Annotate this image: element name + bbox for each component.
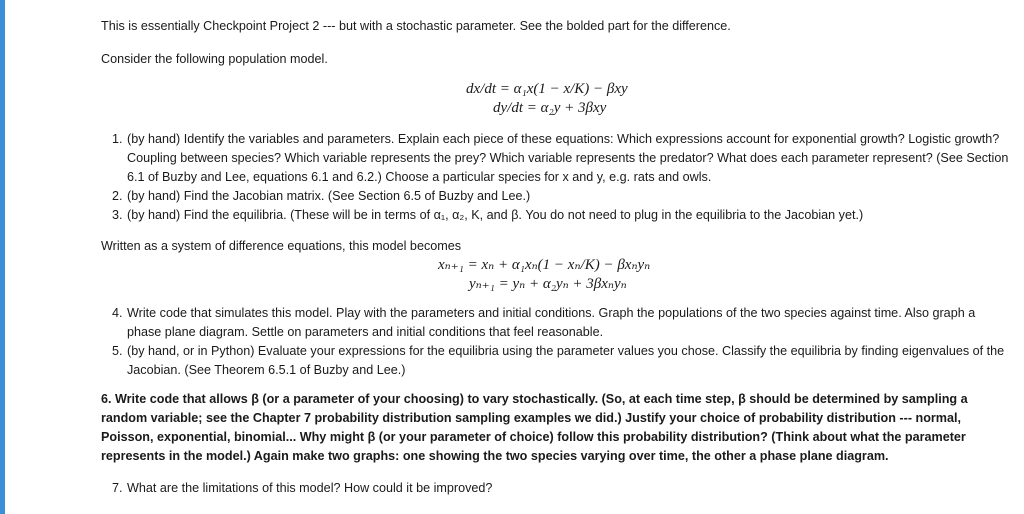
ode-equation-1: dx/dt = α₁x(1 − x/K) − βxy xyxy=(466,81,628,97)
list-item-5 xyxy=(112,342,1012,380)
left-accent-bar xyxy=(0,0,5,514)
difference-equation-2: yₙ₊₁ = yₙ + α₂yₙ + 3βxₙyₙ xyxy=(469,276,627,292)
list-item-text: (by hand, or in Python) Evaluate your expressions for the equilibria using the parameter values you chose. Classify the equilibria by finding eigenvalues of the Jacobian. (See Theorem 6.5.1 of Buzby and Lee.) xyxy=(127,344,1005,377)
list-item-text: (by hand) Identify the variables and parameters. Explain each piece of these equations: Which expressions account for exponential growth? Logistic growth? Coupling between species? Which variable represents the prey? Which variable represents the predator? What does each parameter represent? (See Section 6.1 of Buzby and Lee, equations 6.1 and 6.2.) Choose a particular species for x and y, e.g. rats and owls. xyxy=(127,132,1009,184)
list-item-text: (by hand) Find the Jacobian matrix. (See Section 6.5 of Buzby and Lee.) xyxy=(127,189,531,203)
list-item-2 xyxy=(112,187,1012,206)
list-item-text: What are the limitations of this model? How could it be improved? xyxy=(127,481,493,495)
ode-equation-2: dy/dt = α₂y + 3βxy xyxy=(493,100,607,116)
list-item-7 xyxy=(112,479,1012,498)
difference-intro: Written as a system of difference equations, this model becomes xyxy=(101,239,462,253)
list-item-number: 4. xyxy=(112,306,123,320)
list-item-4 xyxy=(112,304,1012,342)
list-item-3 xyxy=(112,206,1012,225)
list-item-text: (by hand) Find the equilibria. (These will be in terms of α₁, α₂, K, and β. You do not need to plug in the equilibria to the Jacobian yet.) xyxy=(127,208,864,222)
list-item-number: 7. xyxy=(112,481,123,495)
list-item-text: Write code that simulates this model. Play with the parameters and initial conditions. Graph the populations of the two species against time. Also graph a phase plane diagram. Settle on parameters and initial conditions that feel reasonable. xyxy=(127,306,976,339)
consider-paragraph: Consider the following population model. xyxy=(101,52,328,66)
list-item-number: 3. xyxy=(112,208,123,222)
list-item-number: 5. xyxy=(112,344,123,358)
list-item-number: 1. xyxy=(112,132,123,146)
list-item-1 xyxy=(112,130,1012,187)
intro-paragraph: This is essentially Checkpoint Project 2 --- but with a stochastic parameter. See the bolded part for the difference. xyxy=(101,19,731,33)
list-item-number: 2. xyxy=(112,189,123,203)
list-item-6-bold: 6. Write code that allows β (or a parameter of your choosing) to vary stochastically. (So, at each time step, β should be determined by sampling a random variable; see the Chapter 7 probability distribution sampling examples we did.) Justify your choice of probability distribution --- normal, Poisson, exponential, binomial... Why might β (or your parameter of choice) follow this probability distribution? (Think about what the parameter represents in the model.) Again make two graphs: one showing the two species varying over time, the other a phase plane diagram. xyxy=(101,392,968,463)
difference-equation-1: xₙ₊₁ = xₙ + α₁xₙ(1 − xₙ/K) − βxₙyₙ xyxy=(438,257,651,273)
